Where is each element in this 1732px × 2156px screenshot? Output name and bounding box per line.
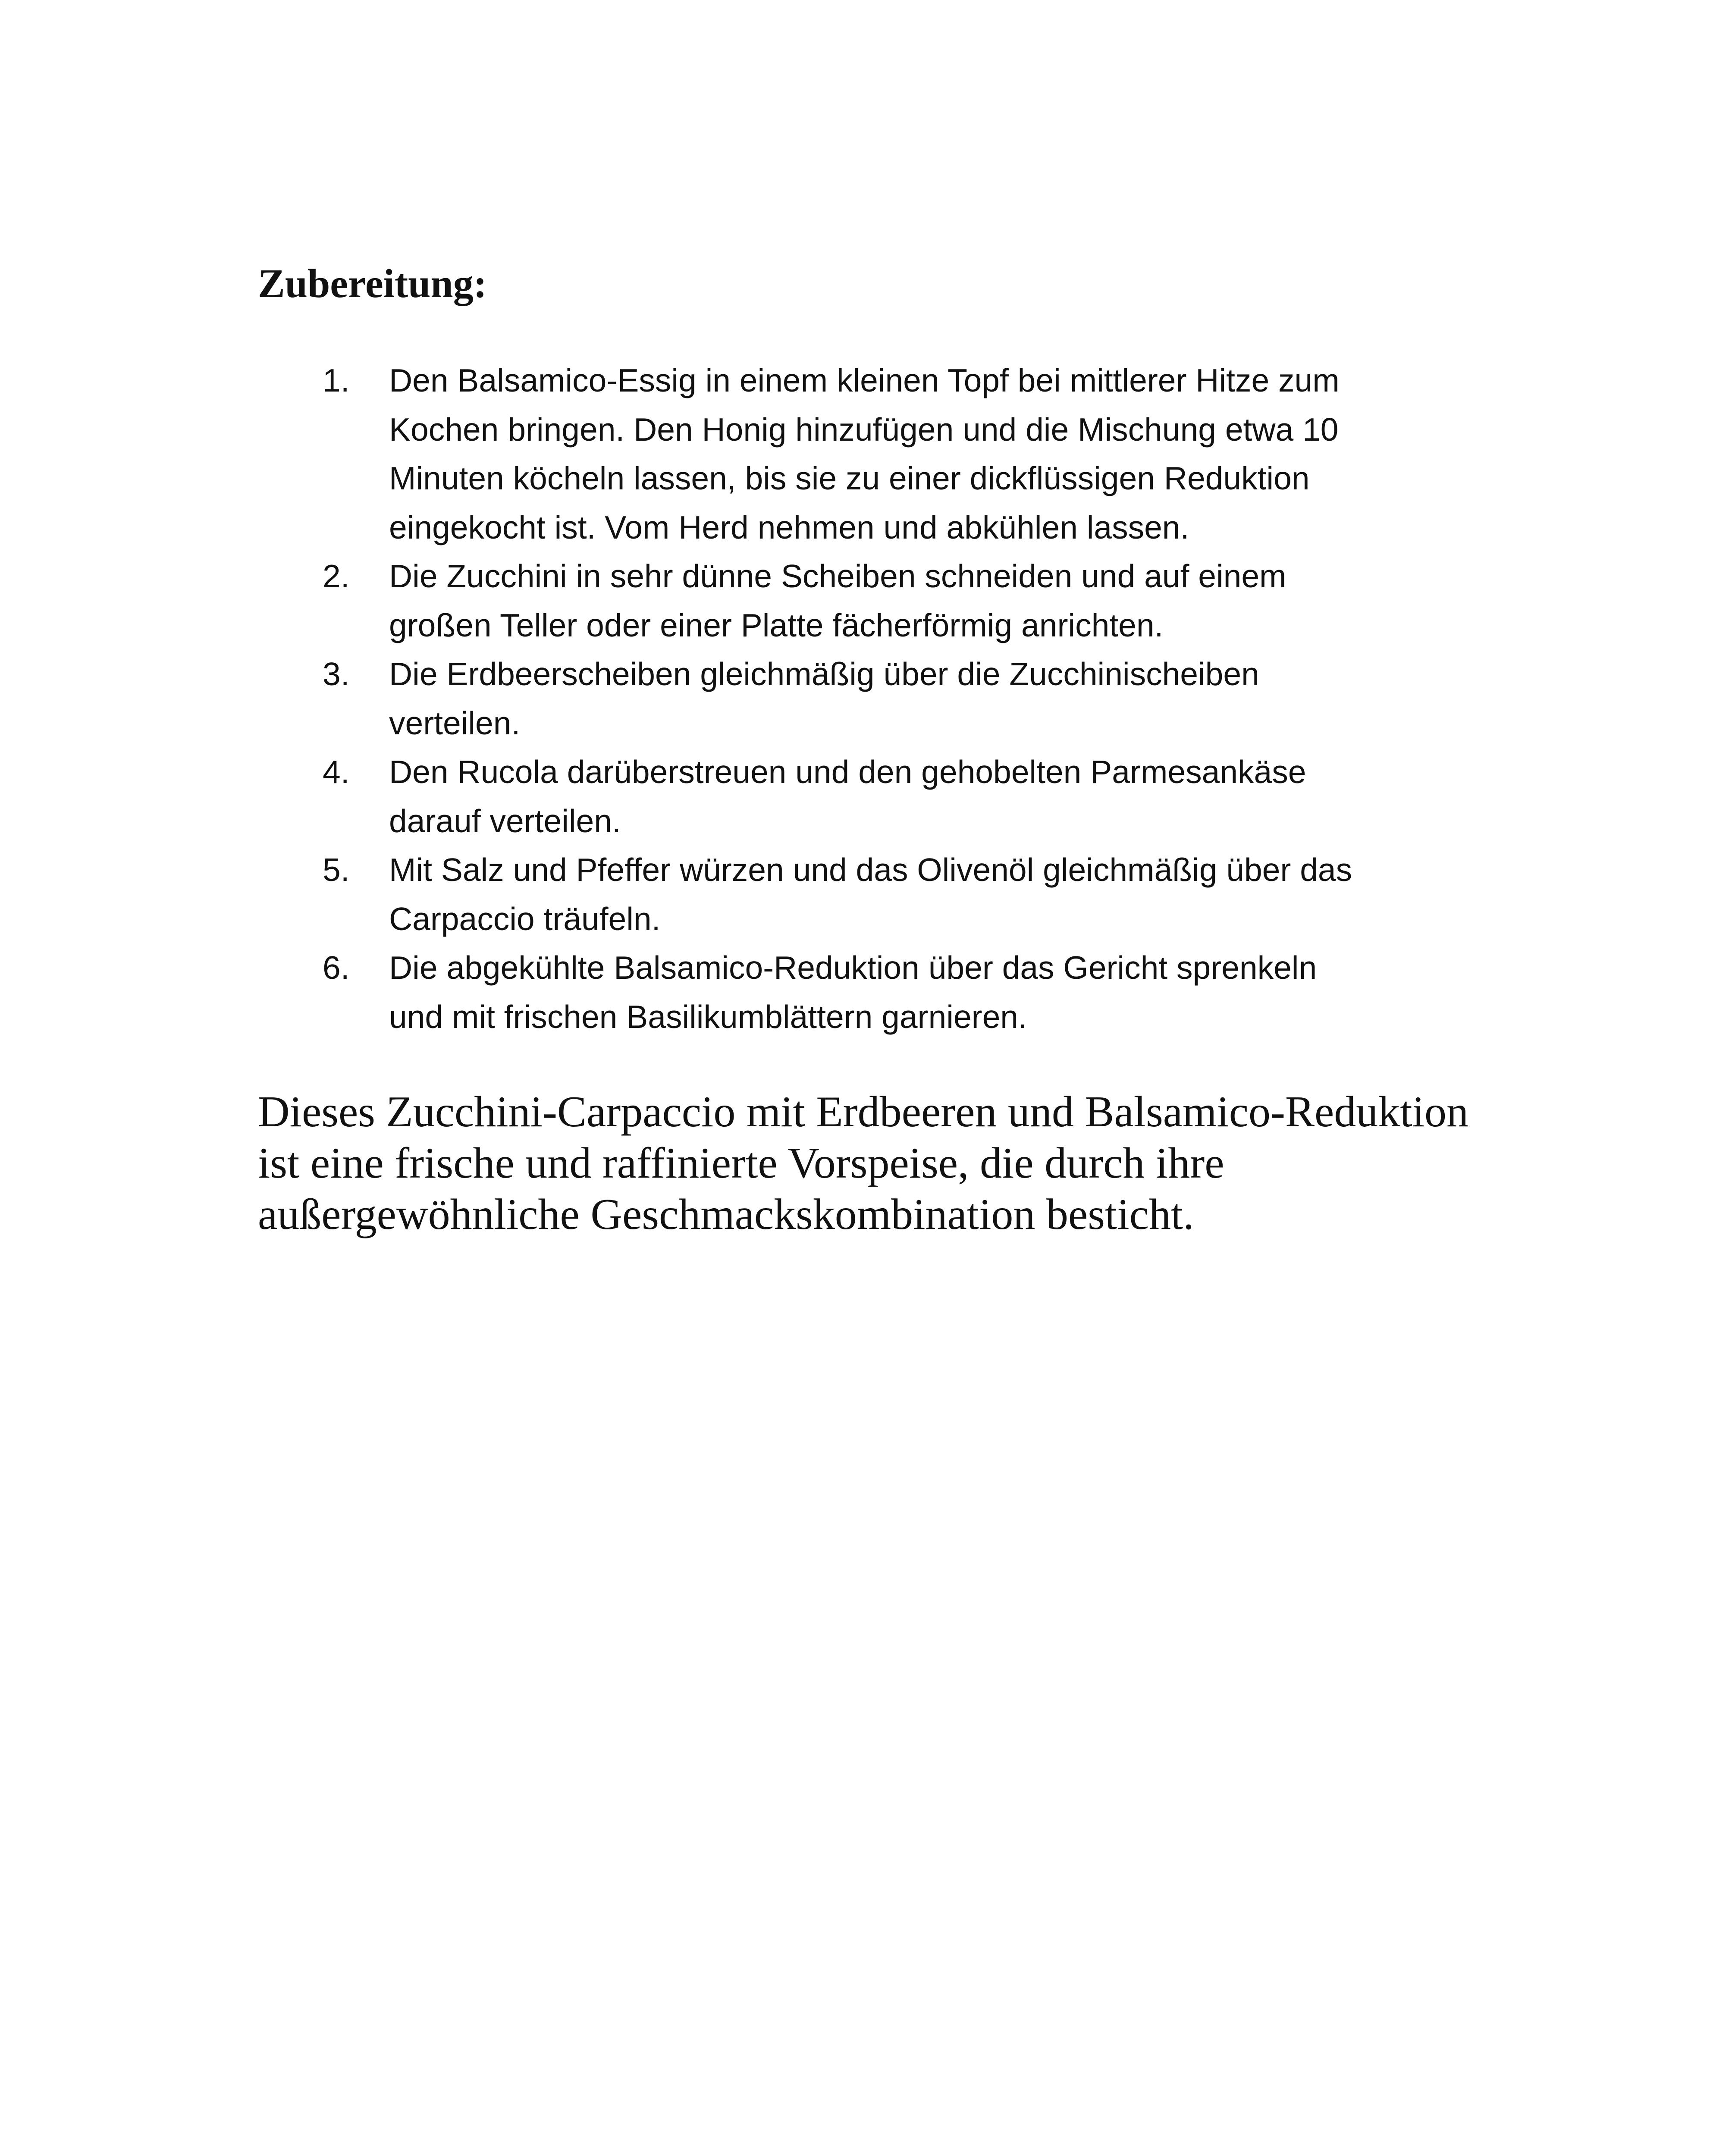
step-text bbox=[389, 356, 1484, 552]
step-number: 4. bbox=[323, 754, 350, 790]
section-heading: Zubereitung: bbox=[258, 261, 487, 306]
step-item bbox=[0, 356, 1732, 552]
step-text bbox=[389, 846, 1484, 943]
step-item bbox=[0, 552, 1732, 650]
closing-line: ist eine frische und raffinierte Vorspeise, die durch ihre bbox=[258, 1139, 1224, 1188]
step-item bbox=[0, 650, 1732, 748]
step-number: 2. bbox=[323, 558, 350, 594]
step-text-line: Den Balsamico-Essig in einem kleinen Topf bei mittlerer Hitze zum bbox=[389, 362, 1340, 398]
step-item bbox=[0, 748, 1732, 846]
step-text-line: Die Zucchini in sehr dünne Scheiben schneiden und auf einem bbox=[389, 558, 1286, 594]
closing-paragraph bbox=[258, 1086, 1468, 1240]
step-text-line: verteilen. bbox=[389, 705, 521, 741]
step-text-line: Mit Salz und Pfeffer würzen und das Olivenöl gleichmäßig über das bbox=[389, 852, 1352, 888]
step-number: 3. bbox=[323, 656, 350, 692]
step-text bbox=[389, 552, 1484, 650]
closing-line: Dieses Zucchini-Carpaccio mit Erdbeeren und Balsamico-Reduktion bbox=[258, 1087, 1468, 1136]
step-text-line: Kochen bringen. Den Honig hinzufügen und die Mischung etwa 10 bbox=[389, 411, 1339, 448]
step-text-line: großen Teller oder einer Platte fächerförmig anrichten. bbox=[389, 607, 1164, 643]
step-text-line: Den Rucola darüberstreuen und den gehobelten Parmesankäse bbox=[389, 754, 1306, 790]
step-number: 6. bbox=[323, 950, 350, 986]
step-text-line: darauf verteilen. bbox=[389, 802, 621, 839]
step-text-line: Die abgekühlte Balsamico-Reduktion über das Gericht sprenkeln bbox=[389, 950, 1317, 986]
step-text bbox=[389, 650, 1484, 748]
step-item bbox=[0, 943, 1732, 1041]
preparation-steps bbox=[0, 356, 1732, 1041]
step-number: 5. bbox=[323, 852, 350, 888]
step-text-line: eingekocht ist. Vom Herd nehmen und abkühlen lassen. bbox=[389, 509, 1189, 545]
step-text bbox=[389, 748, 1484, 846]
closing-line: außergewöhnliche Geschmackskombination besticht. bbox=[258, 1190, 1194, 1239]
step-text-line: Die Erdbeerscheiben gleichmäßig über die Zucchinischeiben bbox=[389, 656, 1259, 692]
step-number: 1. bbox=[323, 362, 350, 398]
step-text-line: Minuten köcheln lassen, bis sie zu einer dickflüssigen Reduktion bbox=[389, 460, 1310, 496]
step-text bbox=[389, 943, 1484, 1041]
step-item bbox=[0, 846, 1732, 943]
step-text-line: Carpaccio träufeln. bbox=[389, 900, 661, 937]
step-text-line: und mit frischen Basilikumblättern garnieren. bbox=[389, 998, 1027, 1035]
